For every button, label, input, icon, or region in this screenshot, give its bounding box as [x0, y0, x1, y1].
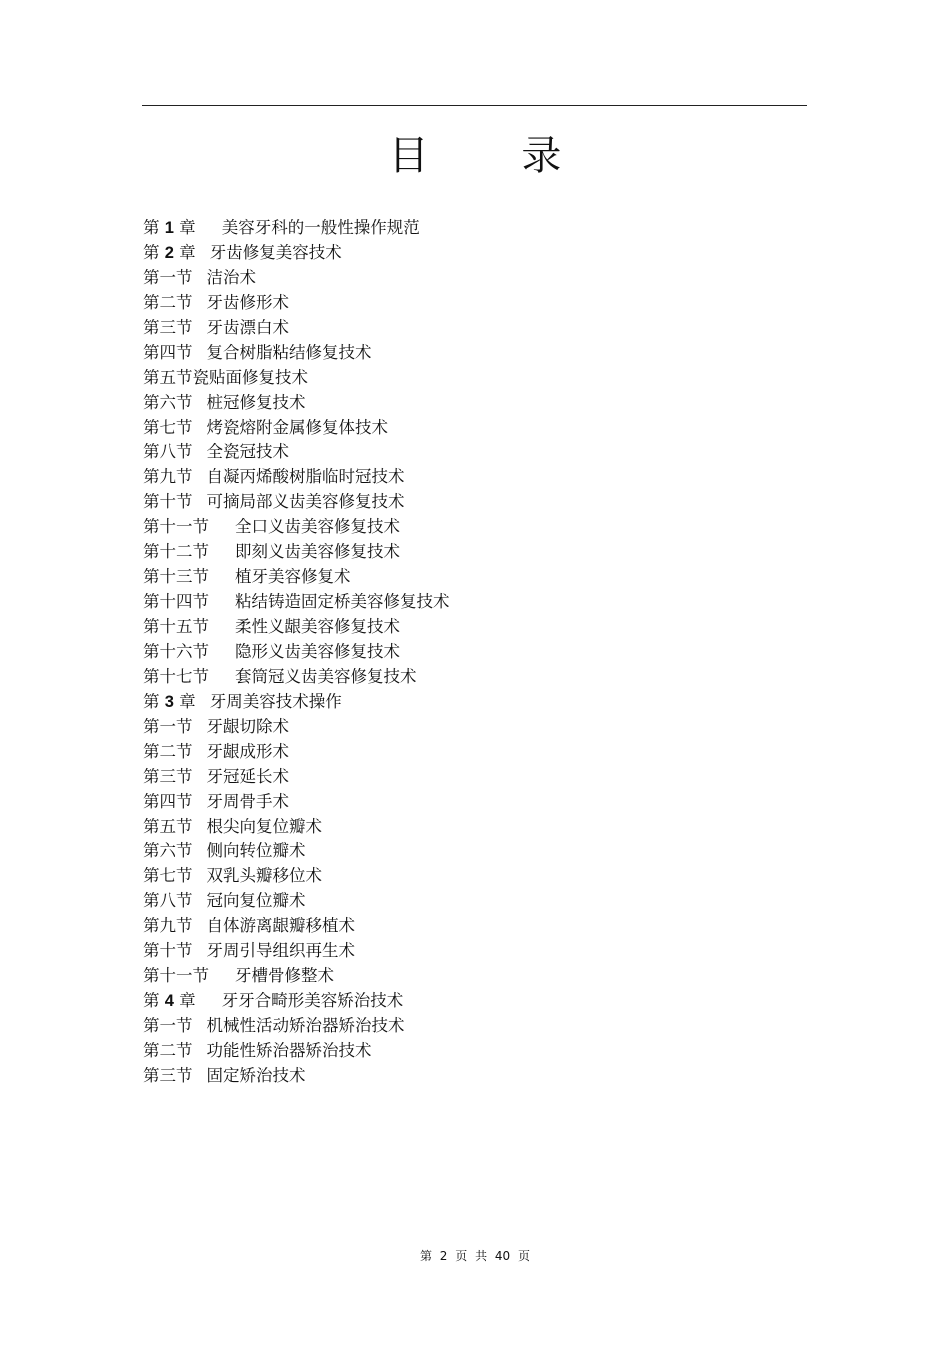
- toc-entry: [143, 914, 803, 939]
- toc-entry-title: 洁治术: [206, 267, 256, 287]
- toc-entry-title: 根尖向复位瓣术: [206, 816, 322, 836]
- toc-entry-suffix: 第四节: [143, 791, 193, 811]
- toc-entry: [143, 1039, 803, 1064]
- toc-entry-label: [143, 640, 209, 665]
- toc-entry-label: [143, 540, 209, 565]
- toc-entry-suffix: 第十一节: [143, 517, 209, 537]
- toc-entry-label: [143, 740, 193, 765]
- toc-entry-label: [143, 864, 193, 889]
- toc-entry-label: [143, 316, 193, 341]
- toc-entry-label: [143, 615, 209, 640]
- toc-entry-title: 全瓷冠技术: [206, 442, 289, 462]
- toc-entry-title: 冠向复位瓣术: [206, 891, 306, 911]
- toc-entry-label: [143, 515, 209, 540]
- toc-entry-suffix: 第二节: [143, 741, 193, 761]
- toc-entry-label: [143, 790, 193, 815]
- toc-entry-number: 2: [164, 243, 174, 262]
- toc-entry-title: 美容牙科的一般性操作规范: [221, 218, 420, 237]
- toc-entry-title: 侧向转位瓣术: [206, 841, 306, 861]
- toc-entry: [143, 690, 803, 715]
- toc-entry-title: 牙龈切除术: [206, 716, 289, 736]
- toc-entry-title: 自凝丙烯酸树脂临时冠技术: [206, 467, 405, 487]
- toc-entry: [143, 416, 803, 441]
- toc-entry-title: 全口义齿美容修复技术: [235, 517, 400, 537]
- toc-entry-label: [143, 1064, 193, 1089]
- toc-entry-title: 牙龈成形术: [206, 741, 289, 761]
- toc-entry-label: [143, 565, 209, 590]
- toc-entry: [143, 740, 803, 765]
- toc-entry-title: 植牙美容修复术: [235, 567, 351, 587]
- toc-entry-label: [143, 440, 193, 465]
- toc-entry-label: [143, 1014, 193, 1039]
- toc-entry: [143, 864, 803, 889]
- toc-entry-label: [143, 839, 193, 864]
- toc-entry: [143, 815, 803, 840]
- toc-entry-suffix: 第十五节: [143, 617, 209, 636]
- toc-entry-suffix: 第五节: [143, 367, 193, 387]
- toc-entry-label: [143, 266, 193, 291]
- toc-entry-suffix: 章: [173, 218, 196, 237]
- toc-entry-suffix: 第十七节: [143, 666, 209, 686]
- page-title: 目 录: [388, 133, 602, 179]
- toc-entry-suffix: 第十二节: [143, 542, 209, 562]
- toc-entry-title: 固定矫治技术: [206, 1065, 306, 1085]
- page-footer: [0, 1248, 950, 1264]
- toc-entry-suffix: 章: [173, 991, 196, 1011]
- toc-entry-title: 粘结铸造固定桥美容修复技术: [235, 592, 450, 612]
- toc-entry-suffix: 第四节: [143, 342, 193, 362]
- toc-entry-label: [143, 914, 193, 939]
- toc-entry-title: 牙齿修复美容技术: [209, 242, 342, 262]
- toc-entry: [143, 640, 803, 665]
- toc-entry-title: 可摘局部义齿美容修复技术: [206, 492, 405, 512]
- toc-entry-label: [143, 341, 193, 366]
- toc-entry-suffix: 第七节: [143, 866, 193, 886]
- toc-entry: [143, 1014, 803, 1039]
- toc-entry: [143, 964, 803, 989]
- toc-entry-suffix: 第三节: [143, 317, 193, 337]
- toc-entry-label: [143, 241, 196, 266]
- toc-entry-label: [143, 1039, 193, 1064]
- toc-entry-prefix: 第: [143, 991, 165, 1011]
- toc-entry-title: 牙周骨手术: [206, 791, 289, 811]
- toc-entry-prefix: 第: [143, 691, 165, 711]
- toc-entry: [143, 615, 803, 640]
- toc-entry-suffix: 第一节: [143, 267, 193, 287]
- toc-entry-title: 自体游离龈瓣移植术: [206, 916, 355, 936]
- toc-entry-suffix: 章: [173, 691, 196, 711]
- toc-entry-suffix: 第十一节: [143, 966, 209, 986]
- toc-entry: [143, 391, 803, 416]
- footer-middle: 页 共: [455, 1249, 488, 1263]
- toc-entry: [143, 341, 803, 366]
- toc-entry: [143, 241, 803, 266]
- toc-entry-suffix: 第十节: [143, 492, 193, 512]
- toc-entry-label: [143, 690, 196, 715]
- toc-entry-title: 复合树脂粘结修复技术: [206, 342, 372, 362]
- toc-entry-suffix: 第九节: [143, 467, 193, 487]
- toc-entry: [143, 515, 803, 540]
- toc-entry: [143, 839, 803, 864]
- toc-entry-suffix: 第七节: [143, 417, 193, 437]
- toc-entry-label: [143, 291, 193, 316]
- toc-entry-title: 双乳头瓣移位术: [206, 866, 322, 886]
- toc-entry: [143, 715, 803, 740]
- toc-entry-suffix: 第九节: [143, 916, 193, 936]
- toc-entry-suffix: 第十四节: [143, 592, 209, 612]
- toc-entry-title: 牙槽骨修整术: [235, 966, 334, 986]
- toc-entry-title: 机械性活动矫治器矫治技术: [206, 1016, 405, 1035]
- toc-entry-title: 柔性义龈美容修复技术: [235, 617, 400, 636]
- toc-entry: [143, 790, 803, 815]
- toc-entry-title: 套筒冠义齿美容修复技术: [235, 666, 417, 686]
- toc-entry-label: [143, 665, 209, 690]
- toc-entry-number: 1: [164, 219, 174, 237]
- toc-entry: [143, 540, 803, 565]
- toc-entry: [143, 291, 803, 316]
- toc-entry-suffix: 第三节: [143, 766, 193, 786]
- toc-entry-label: [143, 590, 209, 615]
- toc-entry-label: [143, 989, 196, 1014]
- toc-entry-suffix: 第八节: [143, 442, 193, 462]
- toc-entry: [143, 366, 803, 391]
- toc-entry-label: [143, 216, 196, 241]
- toc-entry-label: [143, 490, 193, 515]
- toc-entry-label: [143, 815, 193, 840]
- toc-entry-suffix: 第一节: [143, 716, 193, 736]
- toc-entry-number: 3: [164, 692, 174, 711]
- toc-entry: [143, 1064, 803, 1089]
- toc-entry: [143, 989, 803, 1014]
- toc-entry-prefix: 第: [143, 218, 165, 237]
- toc-entry: [143, 316, 803, 341]
- footer-page-number: 2: [439, 1249, 448, 1263]
- header-rule: [142, 105, 807, 106]
- toc-entry-title: 烤瓷熔附金属修复体技术: [206, 417, 388, 437]
- toc-entry-suffix: 第六节: [143, 841, 193, 861]
- toc-entry-title: 牙齿漂白术: [206, 317, 289, 337]
- toc-entry-title: 牙周引导组织再生术: [206, 941, 355, 961]
- toc-entry-label: [143, 939, 193, 964]
- table-of-contents: [143, 216, 803, 1089]
- footer-prefix: 第: [419, 1249, 432, 1263]
- toc-entry: [143, 490, 803, 515]
- toc-entry-title: 即刻义齿美容修复技术: [235, 542, 400, 562]
- toc-entry-suffix: 第三节: [143, 1065, 193, 1085]
- toc-entry-suffix: 章: [173, 242, 196, 262]
- toc-entry-suffix: 第二节: [143, 1040, 193, 1060]
- toc-entry: [143, 939, 803, 964]
- toc-entry-title: 牙齿修形术: [206, 292, 289, 312]
- toc-entry-suffix: 第一节: [143, 1016, 193, 1035]
- toc-entry-title: 功能性矫治器矫治技术: [206, 1040, 372, 1060]
- toc-entry-title: 隐形义齿美容修复技术: [235, 641, 400, 661]
- toc-entry-suffix: 第十节: [143, 941, 193, 961]
- toc-entry-label: [143, 366, 193, 391]
- toc-entry-label: [143, 416, 193, 441]
- toc-entry-suffix: 第十六节: [143, 641, 209, 661]
- toc-entry-title: 牙周美容技术操作: [209, 691, 342, 711]
- toc-entry: [143, 565, 803, 590]
- toc-entry-suffix: 第八节: [143, 891, 193, 911]
- toc-entry-title: 牙冠延长术: [206, 766, 289, 786]
- toc-entry-label: [143, 964, 209, 989]
- toc-entry-label: [143, 715, 193, 740]
- footer-suffix: 页: [518, 1249, 531, 1263]
- toc-entry: [143, 440, 803, 465]
- toc-entry-suffix: 第五节: [143, 816, 193, 836]
- toc-entry: [143, 665, 803, 690]
- toc-entry-prefix: 第: [143, 242, 165, 262]
- toc-entry-suffix: 第十三节: [143, 567, 209, 587]
- toc-entry-title: 桩冠修复技术: [206, 392, 306, 412]
- toc-entry-title: 瓷贴面修复技术: [192, 367, 308, 387]
- toc-entry-label: [143, 391, 193, 416]
- footer-total-pages: 40: [494, 1249, 511, 1263]
- toc-entry: [143, 216, 803, 241]
- toc-entry: [143, 765, 803, 790]
- toc-entry: [143, 266, 803, 291]
- toc-entry-number: 4: [164, 992, 174, 1011]
- toc-entry-label: [143, 465, 193, 490]
- toc-entry-label: [143, 765, 193, 790]
- toc-entry-suffix: 第二节: [143, 292, 193, 312]
- toc-entry: [143, 465, 803, 490]
- toc-entry: [143, 590, 803, 615]
- toc-entry-title: 牙牙合畸形美容矫治技术: [221, 991, 404, 1011]
- toc-entry: [143, 889, 803, 914]
- toc-entry-label: [143, 889, 193, 914]
- toc-entry-suffix: 第六节: [143, 392, 193, 412]
